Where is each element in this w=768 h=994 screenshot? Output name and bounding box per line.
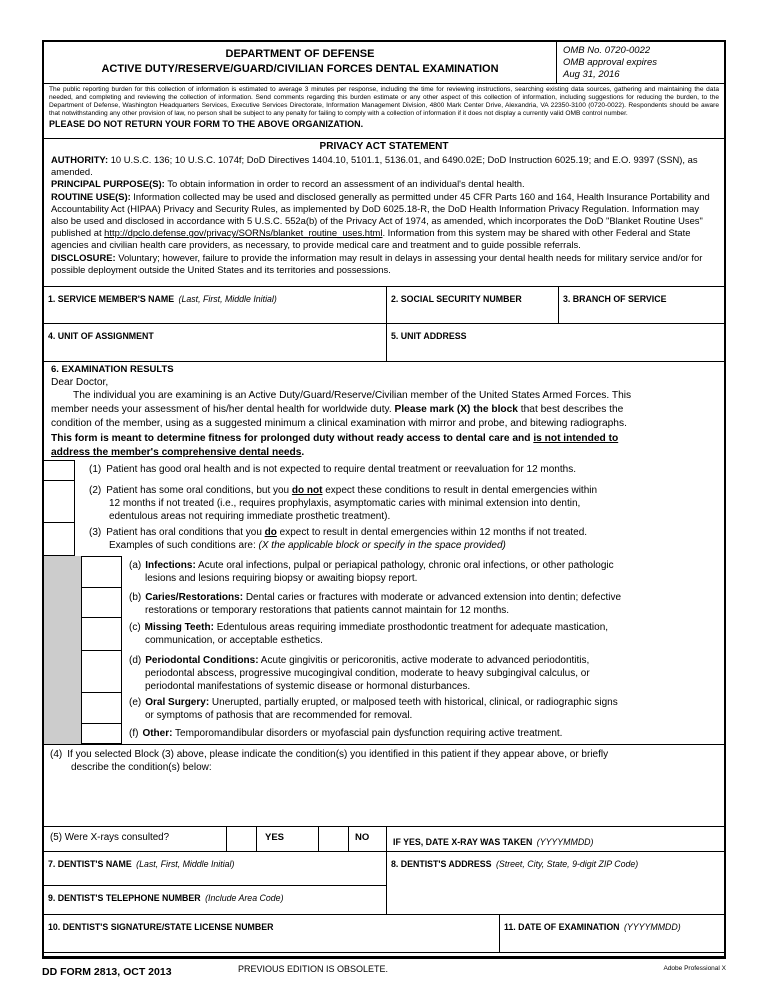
block-3b-letter: (b) bbox=[129, 592, 142, 603]
dentist-phone-label: 9. DENTIST'S TELEPHONE NUMBER bbox=[48, 893, 201, 903]
block-3d-text bbox=[122, 651, 724, 693]
omb-expires-label: OMB approval expires bbox=[563, 57, 657, 68]
unit-address-label: 5. UNIT ADDRESS bbox=[391, 331, 467, 341]
block-3d-letter: (d) bbox=[129, 655, 142, 666]
xray-yes-checkbox[interactable] bbox=[227, 827, 257, 851]
date-of-examination-field[interactable] bbox=[500, 915, 724, 952]
do-not-return-notice: PLEASE DO NOT RETURN YOUR FORM TO THE ABOVE ORGANIZATION. bbox=[49, 119, 364, 130]
burden-statement-box bbox=[44, 84, 724, 139]
adobe-note: Adobe Professional X bbox=[663, 965, 726, 972]
block-3f-letter: (f) bbox=[129, 728, 139, 739]
block-4-number: (4) bbox=[50, 749, 63, 760]
block-3e-checkbox[interactable] bbox=[82, 693, 122, 724]
date-of-examination-hint: (YYYYMMDD) bbox=[623, 922, 681, 932]
privacy-act-box bbox=[44, 139, 724, 287]
form-department: DEPARTMENT OF DEFENSE bbox=[225, 48, 375, 60]
unit-of-assignment-label: 4. UNIT OF ASSIGNMENT bbox=[48, 331, 154, 341]
condition-description-area[interactable] bbox=[44, 744, 724, 827]
branch-of-service-field[interactable] bbox=[559, 287, 724, 323]
shaded-column bbox=[44, 724, 82, 744]
block-3a-row bbox=[44, 556, 724, 588]
form-title-block bbox=[44, 42, 556, 83]
dentist-phone-hint: (Include Area Code) bbox=[205, 893, 284, 903]
block-3-description: Patient has oral conditions that you do expect to result in dental emergencies within 12 months if not treated. Examples of such conditions are: (X the applicable block or specify in the space provided) bbox=[106, 527, 588, 551]
dentist-address-field[interactable] bbox=[387, 852, 724, 914]
block-3d-checkbox[interactable] bbox=[82, 651, 122, 693]
block-3f-checkbox[interactable] bbox=[82, 724, 122, 744]
block-3a-letter: (a) bbox=[129, 560, 142, 571]
block-3-checkbox[interactable] bbox=[44, 523, 75, 556]
block-3c-description: Missing Teeth: Edentulous areas requiring immediate prosthodontic treatment for adequate mastication, communication, or acceptable esthetics. bbox=[144, 622, 609, 646]
block-3-number: (3) bbox=[89, 527, 102, 538]
xray-no-checkbox[interactable] bbox=[319, 827, 349, 851]
block-2-text bbox=[75, 481, 724, 523]
signature-row bbox=[44, 915, 724, 953]
shaded-column bbox=[44, 693, 82, 724]
block-3b-text bbox=[122, 588, 724, 618]
block-2-checkbox[interactable] bbox=[44, 481, 75, 523]
privacy-disclosure: DISCLOSURE: Voluntary; however, failure to provide the information may result in delays in assessing your dental health needs for military service and/or for possible deployment outside the United States and its territories and possessions. bbox=[51, 251, 703, 275]
dentist-address-label: 8. DENTIST'S ADDRESS bbox=[391, 859, 492, 869]
unit-of-assignment-field[interactable] bbox=[44, 324, 387, 361]
xray-question: (5) Were X-rays consulted? bbox=[44, 827, 227, 851]
fields-row-2 bbox=[44, 324, 724, 362]
block-3a-description: Infections: Acute oral infections, pulpal or periapical pathology, chronic oral infections, or other pathologic lesions and lesions requiring biopsy or awaiting biopsy report. bbox=[145, 560, 614, 584]
fields-row-1 bbox=[44, 287, 724, 324]
date-of-examination-label: 11. DATE OF EXAMINATION bbox=[504, 922, 620, 932]
examination-results-heading: 6. EXAMINATION RESULTS bbox=[51, 364, 174, 375]
block-3e-row bbox=[44, 693, 724, 724]
unit-address-field[interactable] bbox=[387, 324, 724, 361]
dentist-name-hint: (Last, First, Middle Initial) bbox=[136, 859, 235, 869]
privacy-act-title: PRIVACY ACT STATEMENT bbox=[319, 141, 449, 152]
block-3e-description: Oral Surgery: Unerupted, partially erupted, or malposed teeth with historical, clinical, or radiographic signs or symptoms of pathosis that are recommended for removal. bbox=[145, 697, 618, 721]
sorn-url-link[interactable]: http://dpclo.defense.gov/privacy/SORNs/blanket_routine_uses.html bbox=[104, 227, 383, 239]
block-2-row bbox=[44, 481, 724, 523]
block-3f-row bbox=[44, 724, 724, 744]
shaded-column bbox=[44, 556, 82, 588]
dentist-name-label: 7. DENTIST'S NAME bbox=[48, 859, 132, 869]
burden-statement: The public reporting burden for this collection of information is estimated to average 3 minutes per response, including the time for reviewing instructions, searching existing data sources, gathering and maintaining the data needed, and completing and reviewing the collection of information. Send comments regarding this burden estimate or any other aspect of this collection of information, including suggestions for reducing the burden, to the Department of Defense, Washington Headquarters Services, Executive Services Directorate, Information Management Division, 4800 Mark Center Drive, Alexandria, VA 22350-3100 (0720-0022). Respondents should be aware that notwithstanding any other provision of law, no person shall be subject to any penalty for failing to comply with a collection of information if it does not display a currently valid OMB control number. bbox=[49, 86, 719, 118]
xray-date-label: IF YES, DATE X-RAY WAS TAKEN bbox=[393, 837, 533, 847]
ssn-label: 2. SOCIAL SECURITY NUMBER bbox=[391, 294, 522, 304]
block-3b-row bbox=[44, 588, 724, 618]
block-3b-description: Caries/Restorations: Dental caries or fractures with moderate or advanced extension into dentin; defective restorations or temporary restorations that patients cannot maintain for 12 months. bbox=[145, 592, 622, 616]
omb-expires-date: Aug 31, 2016 bbox=[563, 69, 620, 80]
shaded-column bbox=[44, 618, 82, 651]
shaded-column bbox=[44, 651, 82, 693]
block-3e-text bbox=[122, 693, 724, 724]
block-3f-text bbox=[122, 724, 724, 744]
salutation: Dear Doctor, bbox=[51, 377, 109, 388]
xray-yes-label: YES bbox=[257, 827, 319, 851]
block-1-row bbox=[44, 460, 724, 481]
block-1-text bbox=[75, 460, 724, 481]
form-header bbox=[44, 42, 724, 84]
service-member-name-label: 1. SERVICE MEMBER'S NAME bbox=[48, 294, 175, 304]
privacy-authority: AUTHORITY: 10 U.S.C. 136; 10 U.S.C. 1074f; DoD Directives 1404.10, 5101.1, 5136.01, and 6490.02E; DoD Instruction 6025.19; and E.O. 9397 (SSN), as amended. bbox=[51, 154, 698, 178]
xray-date-hint: (YYYYMMDD) bbox=[536, 837, 594, 847]
block-3b-checkbox[interactable] bbox=[82, 588, 122, 618]
block-3a-checkbox[interactable] bbox=[82, 556, 122, 588]
omb-box bbox=[556, 42, 724, 83]
xray-row bbox=[44, 827, 724, 852]
dentist-address-hint: (Street, City, State, 9-digit ZIP Code) bbox=[495, 859, 639, 869]
examination-results-section bbox=[44, 362, 724, 460]
block-3d-row bbox=[44, 651, 724, 693]
dentist-phone-field[interactable] bbox=[44, 886, 387, 914]
form-footer bbox=[42, 962, 726, 978]
xray-date-field[interactable] bbox=[387, 827, 724, 851]
block-3-row bbox=[44, 523, 724, 556]
block-3a-text bbox=[122, 556, 724, 588]
block-1-checkbox[interactable] bbox=[44, 460, 75, 481]
dd-form-2813 bbox=[42, 40, 726, 959]
exam-instructions: The individual you are examining is an Active Duty/Guard/Reserve/Civilian member of the United States Armed Forces. This member needs your assessment of his/her dental health for worldwide duty. Please mark (X) the block that best describes the condition of the member, using as a suggested minimum a clinical examination with mirror and probe, and bitewing radiographs. This form is meant to determine fitness for prolonged duty without ready access to dental care and is not intended to address the member's comprehensive dental needs. bbox=[51, 390, 632, 458]
block-3c-row bbox=[44, 618, 724, 651]
form-title: ACTIVE DUTY/RESERVE/GUARD/CIVILIAN FORCES DENTAL EXAMINATION bbox=[101, 63, 499, 75]
block-2-number: (2) bbox=[89, 485, 102, 496]
ssn-field[interactable] bbox=[387, 287, 559, 323]
block-3c-checkbox[interactable] bbox=[82, 618, 122, 651]
dentist-info-rows bbox=[44, 852, 724, 915]
previous-edition-note: PREVIOUS EDITION IS OBSOLETE. bbox=[238, 964, 389, 974]
branch-of-service-label: 3. BRANCH OF SERVICE bbox=[563, 294, 667, 304]
block-2-description: Patient has some oral conditions, but you do not expect these conditions to result in dental emergencies within 12 months if not treated (i.e., requires prophylaxis, asymptomatic caries with minimal extension into dentin, edentulous areas not requiring immediate prosthetic treatment). bbox=[106, 485, 598, 522]
dentist-name-field[interactable] bbox=[44, 852, 387, 886]
block-3c-letter: (c) bbox=[129, 622, 141, 633]
block-3e-letter: (e) bbox=[129, 697, 142, 708]
shaded-column bbox=[44, 588, 82, 618]
service-member-name-field[interactable] bbox=[44, 287, 387, 323]
block-1-number: (1) bbox=[89, 464, 102, 475]
dentist-signature-label: 10. DENTIST'S SIGNATURE/STATE LICENSE NUMBER bbox=[48, 922, 274, 932]
block-3-text bbox=[75, 523, 724, 556]
xray-no-label: NO bbox=[349, 827, 387, 851]
dentist-signature-field[interactable] bbox=[44, 915, 500, 952]
form-number: DD FORM 2813, OCT 2013 bbox=[42, 966, 172, 978]
block-1-description: Patient has good oral health and is not expected to require dental treatment or reevaluation for 12 months. bbox=[106, 464, 576, 475]
privacy-routine-uses: ROUTINE USE(S): Information collected may be used and disclosed generally as permitted under 45 CFR Parts 160 and 164, Health Insurance Portability and Accountability Act (HIPAA) Privacy and Security Rules, as implemented by DoD 6025.18-R, the DoD Health Information Privacy Regulation. Information may also be used and disclosed in accordance with 5 U.S.C. 552a(b) of the Privacy Act of 1974, as amended, which incorporates the DoD "Blanket Routine Uses" published at http://dpclo.defense.gov/privacy/SORNs/blanket_routine_uses.html. Information from this system may be shared with other Federal and State agencies and civilian health care providers, as necessary, to provide medical care and treatment and to guide possible referrals. bbox=[51, 190, 710, 251]
service-member-name-hint: (Last, First, Middle Initial) bbox=[178, 294, 277, 304]
block-3d-description: Periodontal Conditions: Acute gingivitis or pericoronitis, active moderate to advanced periodontitis, periodontal abscess, progressive mucogingival condition, moderate to heavy subgingival calculus, or periodontal manifestations of systemic disease or hormonal disturbances. bbox=[145, 655, 590, 692]
privacy-purpose: PRINCIPAL PURPOSE(S): To obtain information in order to record an assessment of an individual's dental health. bbox=[51, 178, 525, 190]
block-3f-description: Other: Temporomandibular disorders or myofascial pain dysfunction requiring active treatment. bbox=[142, 728, 563, 739]
block-4-description: If you selected Block (3) above, please indicate the condition(s) you identified in this patient if they appear above, or briefly describe the condition(s) below: bbox=[67, 749, 609, 773]
omb-number: OMB No. 0720-0022 bbox=[563, 45, 651, 56]
block-3c-text bbox=[122, 618, 724, 651]
